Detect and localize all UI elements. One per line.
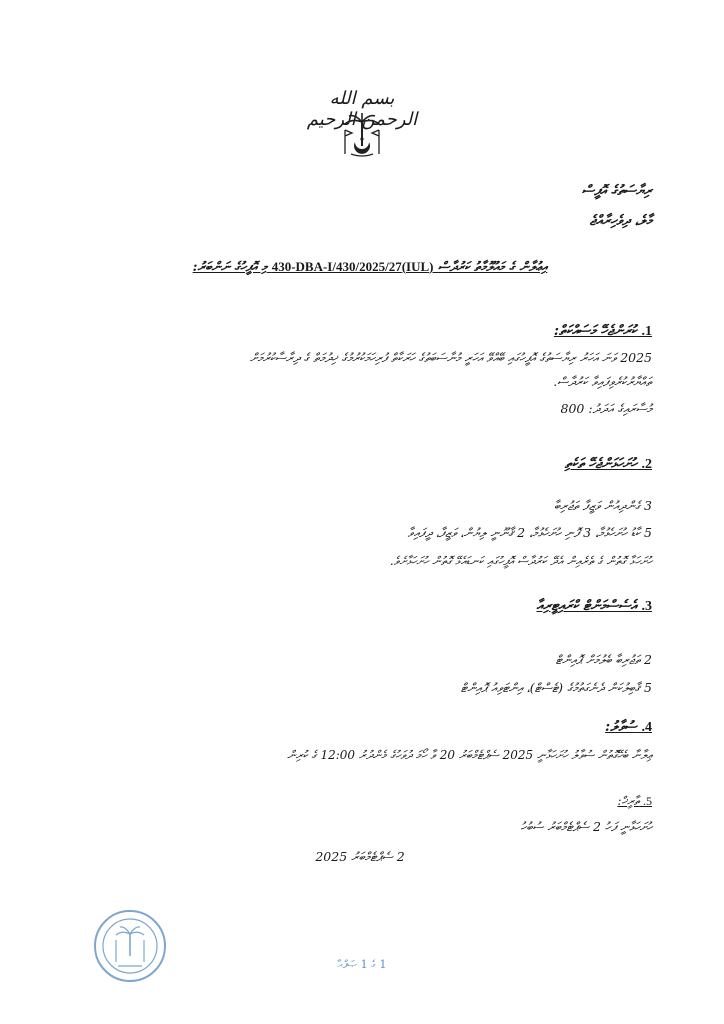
section-title: ތާރީޚް: [617,794,640,808]
section-1-line-1: 2025 ވަނަ އަހަރު ރިޔާސަތުގެ އޮފީހުގައި ބޭއްވޭ އަހަރީ މުނާސަބަތުގެ ހަރަކާތް ފުރިހަމަކުރުމުގެ ޚިދުމަތް ގެ ދިރާސާކުރުމަށް [249,350,652,365]
section-2-heading [352,455,652,474]
section-1-line-2: ތައްޔާރުކުރެވިފައިވާ ކަރުދާސް. [553,374,652,389]
section-number: 3. [641,599,652,614]
section-1-line-3: މުސާރައިގެ އަދަދު: 800 [560,401,652,416]
office-seal-icon [92,908,168,984]
section-3-line-2: 5 ޤާބިލުކަން ދެނެގަތުމުގެ (ޓެސްޓް)، އިންޓަވިއު ޕޮއިންޓް [460,680,652,695]
org-line-2: މާލެ، ދިވެހިރާއްޖެ [589,213,652,229]
document-title [160,258,580,277]
title-suffix: އިޢުލާން ގެ މައުލޫމާތު ކަރުދާސް [438,260,548,275]
section-2-line-2: 5 ކާޑު ހުށަހެޅުމާ، 3 ފޮނި ހުށަހެޅުމާ، 2 ޤާނޫނީ ލިޔުން، ވަޒީފާ، ދީފައިވާ [407,525,652,540]
org-line-1: ރިޔާސަތުގެ އޮފީސް [581,183,652,199]
section-2-line-1: 3 ގެންދިއުން ވަޒީފާ ތަޖުރިބާ [554,498,652,513]
page-number-label: 1 ގެ 1 ޞަފްޙާ [337,958,387,971]
section-2-line-3: ހުށަހަޅާ ގޮތުން ގެ ތެރެއިން އެދޭ ކަރުދާސް އޮފީހުގައި ކަނޑައެޅޭ ގޮތުން ހުށަހަޅާށެވެ. [389,554,652,568]
section-title: ހުށަހަޅަންޖެހޭ ތަކެތި [564,456,637,472]
section-4-line-1: ޢިލާނާ ބެހޭގޮތުން ސުވާލު ހުށަހަޅާނީ 2025 ސެޕްޓެމްބަރު 20 ވާ ހޯމަ ދުވަހުގެ މެންދުރު 12:00 ގެ ކުރިން [287,748,652,762]
title-number: (IUL)430-DBA-I/430/2025/27 [271,259,434,274]
section-title: ކުރަންޖެހޭ މަސައްކަތް: [553,323,637,339]
section-5-line-1: ހުށަހަޅާނީ ފަހު 2 ސެޕްޓެމްބަރު ސުބުހު [520,819,652,834]
section-number: 1. [641,324,652,339]
section-5-heading [352,792,652,810]
section-title: ސުވާލު: [605,719,637,735]
section-number: 4. [641,720,652,735]
bismillah: بسم الله الرحمن الرحيم [306,88,418,130]
emblem-icon [337,112,387,158]
section-1-heading [352,322,652,341]
section-number: 2. [641,457,652,472]
section-title: އެސެސްމަންޓް ކްރައިޓީރިއާ [536,598,637,614]
closing-date: 2 ސެޕްޓެމްބަރު 2025 [315,849,405,864]
title-prefix: މި އޮފީހުގެ ނަންބަރު: [192,260,268,275]
section-3-line-1: 2 ތަޖުރިބާ ބެލުމަށް ޕޮއިންޓް [555,652,652,667]
section-4-heading [352,718,652,737]
section-3-heading [352,597,652,616]
section-number: 5. [643,794,652,808]
